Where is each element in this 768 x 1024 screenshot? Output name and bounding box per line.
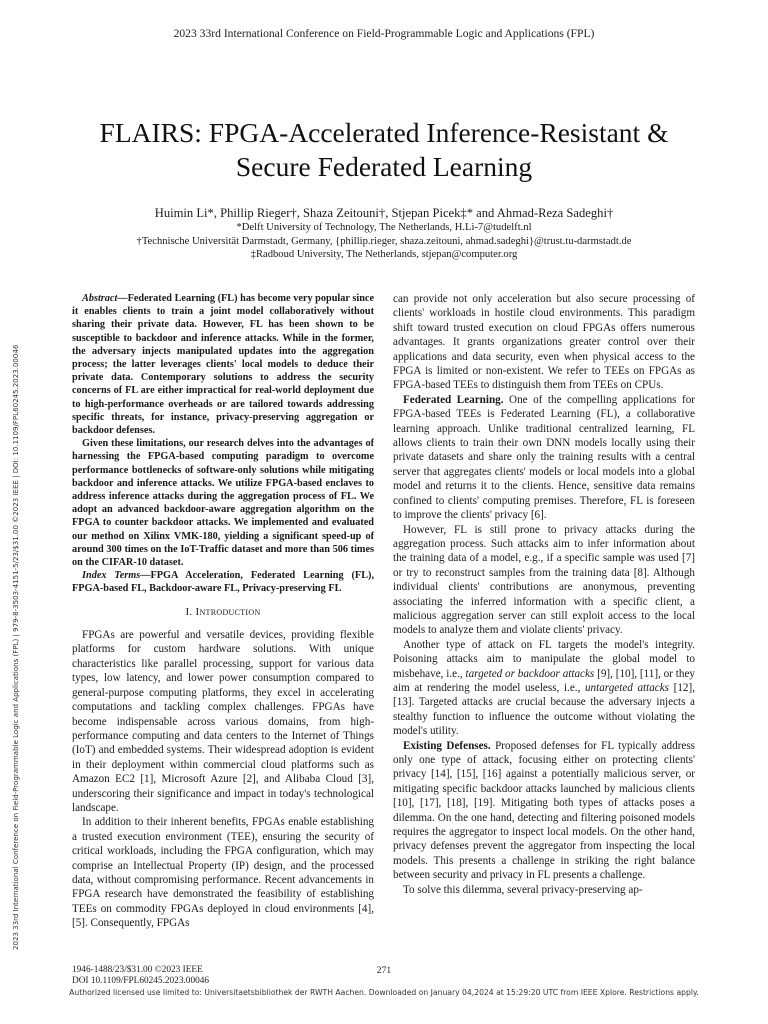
page-number: 271 [376, 965, 392, 976]
license-notice: Authorized licensed use limited to: Universitaetsbibliothek der RWTH Aachen. Downloaded on January 04,2024 at 15:29:20 UTC from IEEE Xplore. Restrictions apply. [69, 988, 699, 997]
right-column [393, 292, 695, 897]
existing-defenses-text: Proposed defenses for FL typically address only one type of attack, focusing either on protecting clients' privacy [14], [15], [16] against a potentially malicious server, or mitigating specific backdoor attacks launched by malicious clients [10], [17], [18], [19]. Mitigating both types of attacks poses a dilemma. On the one hand, detecting and filtering poisoned models requires the aggregator to inspect local models. On the other hand, privacy defenses prevent the aggregator from inspecting the local models. This presents a challenge in striking the right balance between security and privacy in FL presents a challenge. [393, 739, 695, 882]
poisoning-term-untargeted: untargeted attacks [584, 681, 670, 694]
section-heading-introduction: I. Introduction [185, 605, 261, 618]
index-terms-text: —FPGA Acceleration, Federated Learning (FL), FPGA-based FL, Backdoor-aware FL, Privacy-preserving FL [72, 570, 375, 595]
abstract-paragraph-2: Given these limitations, our research delves into the advantages of harnessing the FPGA-based computing paradigm to overcome performance bottlenecks of software-only solutions while mitigating backdoor and inference attacks. We utilize FPGA-based enclaves to address inference attacks during the aggregation process of FL. We adopt an advanced backdoor-aware aggregation algorithm on the FPGA to counter backdoor attacks. We implemented and evaluated our method on Xilinx VMK-180, yielding a significant speed-up of around 300 times on the IoT-Traffic dataset and more than 506 times on the CIFAR-10 dataset. [72, 438, 374, 569]
author-list: Huimin Li*, Phillip Rieger†, Shaza Zeitouni†, Stjepan Picek‡* and Ahmad-Reza Sadeghi† [154, 206, 614, 220]
poisoning-attacks-paragraph [393, 638, 695, 739]
title-line-2: Secure Federated Learning [235, 151, 533, 182]
affiliation-delft: *Delft University of Technology, The Netherlands, H.Li-7@tudelft.nl [236, 222, 532, 233]
abstract-label: Abstract [82, 293, 118, 304]
abstract-paragraph-1 [72, 292, 374, 437]
issn-line: 1946-1488/23/$31.00 ©2023 IEEE [72, 965, 203, 975]
poisoning-text-a: Another type of attack on FL targets the model's integrity. Poisoning attacks aim to manipulate the global model to misbehave, i.e., [393, 638, 695, 680]
federated-learning-heading: Federated Learning. [403, 393, 504, 406]
poisoning-text-c: [12], [13]. Targeted attacks are crucial because the adversary injects a stealthy function to influence the outcome without violating the model's utility. [393, 681, 695, 738]
privacy-attacks-paragraph: However, FL is still prone to privacy attacks during the aggregation process. Such attacks aim to infer information about the training data of a model, e.g., if a specific sample was used [7] or try to reconstruct samples from the training data [8]. Although individual clients' contributions are anonymous, preventing associating the inferred information with a specific client, a malicious aggregation server can still exploit access to the local models to analyze them and violate clients' privacy. [393, 523, 695, 637]
doi-line: DOI 10.1109/FPL60245.2023.00046 [72, 976, 210, 987]
federated-learning-text: One of the compelling applications for FPGA-based TEEs is Federated Learning (FL), a collaborative learning approach. Unlike traditional centralized learning, FL allows clients to train their own DNN models locally using their private datasets and share only the training results with a central server that aggregates clients' models or local models into a global model and returns it to the clients. Hence, sensitive data remains confined to clients' computing premises. Therefore, FL is foreseen to improve the clients' privacy [6]. [393, 393, 696, 522]
federated-learning-paragraph [393, 393, 695, 523]
doi-sidebar: 2023 33rd International Conference on Field-Programmable Logic and Applications (FPL) | 979-8-3503-4151-5/23/$31.00 ©2023 IEEE | DOI: 10.1109/FPL60245.2023.00046 [11, 344, 20, 950]
affiliation-darmstadt: †Technische Universität Darmstadt, Germany, {phillip.rieger, shaza.zeitouni, ahmad.sadeghi}@trust.tu-darmstadt.de [136, 235, 632, 247]
intro-paragraph-continued: can provide not only acceleration but also secure processing of clients' workloads in hostile cloud environments. This paradigm shift toward trusted execution on cloud FPGAs offers numerous advantages. It grants organizations greater control over their applications and data security, even when physical access to the FPGA is limited or non-existent. We refer to TEEs on FPGAs as FPGA-based TEEs to distinguish them from TEEs on CPUs. [393, 293, 695, 392]
abstract-text-1: —Federated Learning (FL) has become very popular since it enables clients to train a joint model collaboratively without sharing their private data. However, FL has been shown to be susceptible to backdoor and inference attacks. While in the former, the adversary injects manipulated updates into the aggregation process; the latter leverages clients' local models to deduce their private data. Contemporary solutions to address the security concerns of FL are either impractical for real-world deployment due to high-performance overheads or are tailored towards addressing specific threats, for instance, privacy-preserving aggregation or backdoor defenses. [72, 293, 374, 437]
poisoning-term-targeted: targeted or backdoor attacks [465, 667, 595, 680]
conference-header: 2023 33rd International Conference on Field-Programmable Logic and Applications (FPL) [173, 27, 595, 40]
poisoning-text-b: [9], [10], [11], or they aim at rendering the model useless, i.e., [393, 667, 695, 694]
existing-defenses-heading: Existing Defenses. [403, 739, 491, 752]
left-column [72, 292, 374, 931]
intro-paragraph-1: FPGAs are powerful and versatile devices, providing flexible platforms for custom hardware solutions. With unique characteristics like parallel processing, support for various data types, low latency, and lower power consumption compared to general-purpose computing platforms, they excel in accelerating computations and tackling complex challenges. FPGAs have become indispensable across various domains, from high-performance computing and data centers to the Internet of Things (IoT) and embedded systems. Their widespread adoption is evident in their deployment within commercial cloud platforms such as Amazon EC2 [1], Microsoft Azure [2], and Alibaba Cloud [3], underscoring their significance and impact in today's technological landscape. [72, 629, 374, 814]
index-terms [72, 569, 374, 595]
author-block [40, 205, 728, 262]
title-line-1: FLAIRS: FPGA-Accelerated Inference-Resistant & [99, 117, 669, 148]
paper-title [40, 116, 728, 184]
intro-paragraph-2: In addition to their inherent benefits, FPGAs enable establishing a trusted execution environment (TEE), ensuring the security of critical workloads, including the FPGA configuration, which may comprise an Intellectual Property (IP) design, and the processed data, without compromising performance. Recent advancements in FPGA research have demonstrated the feasibility of establishing TEEs on commodity FPGAs deployed in cloud environments [4], [5]. Consequently, FPGAs [72, 816, 374, 930]
existing-defenses-paragraph [393, 739, 695, 883]
index-terms-label: Index Terms [82, 570, 141, 582]
affiliation-radboud: ‡Radboud University, The Netherlands, stjepan@computer.org [250, 249, 518, 260]
dilemma-paragraph: To solve this dilemma, several privacy-preserving ap- [403, 883, 643, 896]
